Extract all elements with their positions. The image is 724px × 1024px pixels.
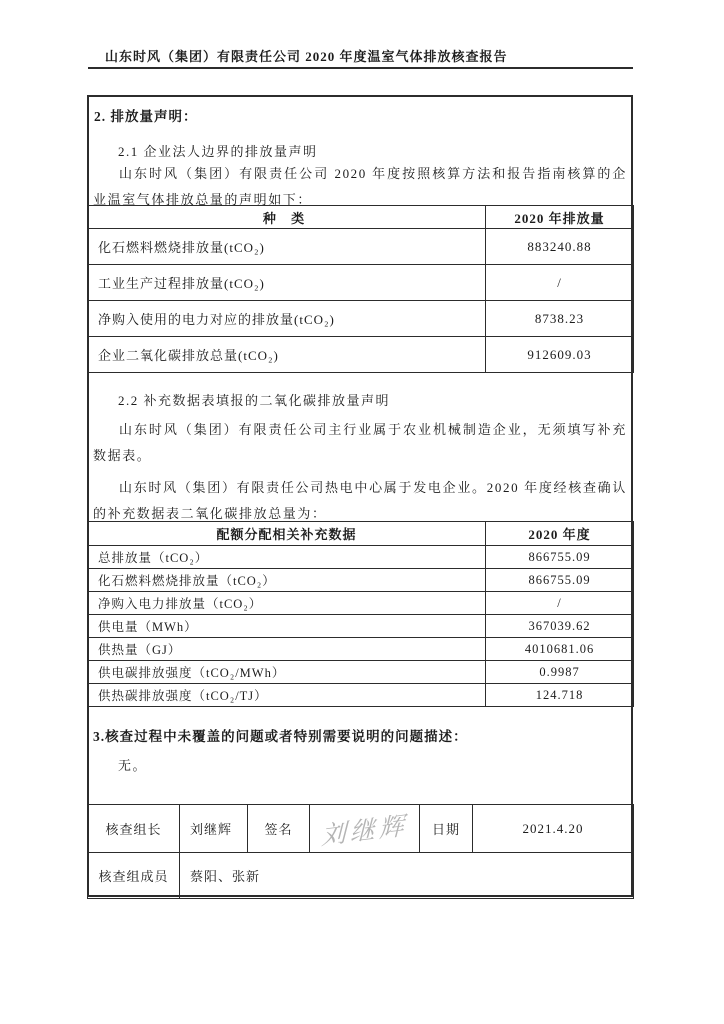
- section2-2-paragraph1: 山东时风（集团）有限责任公司主行业属于农业机械制造企业，无须填写补充数据表。: [93, 422, 627, 463]
- row-label: 供电碳排放强度（tCO₂/MWh）: [88, 661, 486, 684]
- row-label: 净购入电力排放量（tCO₂）: [88, 592, 486, 615]
- table-row: [88, 684, 634, 707]
- section3-content: 无。: [118, 758, 148, 773]
- table-row: [88, 569, 634, 592]
- row-label: 化石燃料燃烧排放量(tCO₂): [88, 229, 486, 265]
- table-row: [88, 546, 634, 569]
- row-value: 367039.62: [486, 615, 634, 638]
- table-header-row: [88, 206, 634, 229]
- section2-2-heading: 2.2 补充数据表填报的二氧化碳排放量声明: [118, 393, 391, 408]
- verification-signoff-table: [87, 804, 634, 899]
- table-row: [88, 265, 634, 301]
- row-value: 866755.09: [486, 546, 634, 569]
- row-value: 883240.88: [486, 229, 634, 265]
- section2-1-paragraph: 山东时风（集团）有限责任公司 2020 年度按照核算方法和报告指南核算的企业温室气体排放总量的声明如下：: [93, 166, 627, 207]
- date-label: 日期: [420, 805, 473, 853]
- page-header-title: 山东时风（集团）有限责任公司 2020 年度温室气体排放核查报告: [105, 49, 508, 64]
- row-value: 0.9987: [486, 661, 634, 684]
- header-rule: [88, 67, 633, 69]
- members-value: 蔡阳、张新: [180, 853, 634, 899]
- row-label: 净购入使用的电力对应的排放量(tCO₂): [88, 301, 486, 337]
- category-column-header: 配额分配相关补充数据: [88, 522, 486, 546]
- leader-label: 核查组长: [88, 805, 180, 853]
- leader-sign-row: [88, 805, 634, 853]
- section2-heading: 2. 排放量声明：: [94, 109, 198, 124]
- row-value: 866755.09: [486, 569, 634, 592]
- section2-2-paragraph2: 山东时风（集团）有限责任公司热电中心属于发电企业。2020 年度经核查确认的补充数据表二氧化碳排放总量为：: [93, 480, 627, 521]
- table-row: [88, 592, 634, 615]
- row-value: 124.718: [486, 684, 634, 707]
- members-row: [88, 853, 634, 899]
- members-label: 核查组成员: [88, 853, 180, 899]
- row-label: 化石燃料燃烧排放量（tCO₂）: [88, 569, 486, 592]
- leader-name: 刘继辉: [180, 805, 248, 853]
- table-row: [88, 638, 634, 661]
- row-label: 供电量（MWh）: [88, 615, 486, 638]
- table-row: [88, 301, 634, 337]
- row-label: 总排放量（tCO₂）: [88, 546, 486, 569]
- row-value: /: [486, 265, 634, 301]
- table-header-row: [88, 522, 634, 546]
- date-value: 2021.4.20: [473, 805, 634, 853]
- row-label: 供热碳排放强度（tCO₂/TJ）: [88, 684, 486, 707]
- row-value: 4010681.06: [486, 638, 634, 661]
- table-row: [88, 661, 634, 684]
- section2-1-heading: 2.1 企业法人边界的排放量声明: [118, 144, 318, 159]
- row-value: 912609.03: [486, 337, 634, 373]
- value-column-header: 2020 年排放量: [486, 206, 634, 229]
- value-column-header: 2020 年度: [486, 522, 634, 546]
- table-row: [88, 337, 634, 373]
- legal-boundary-emissions-table: [87, 205, 634, 373]
- row-value: 8738.23: [486, 301, 634, 337]
- report-body-frame: [87, 95, 633, 897]
- row-label: 工业生产过程排放量(tCO₂): [88, 265, 486, 301]
- supplementary-data-table: [87, 521, 634, 707]
- signature-cell: [310, 805, 420, 853]
- handwritten-signature: 刘继辉: [321, 810, 408, 850]
- table-row: [88, 615, 634, 638]
- row-label: 供热量（GJ）: [88, 638, 486, 661]
- row-value: /: [486, 592, 634, 615]
- category-column-header: 种 类: [88, 206, 486, 229]
- row-label: 企业二氧化碳排放总量(tCO₂): [88, 337, 486, 373]
- section3-heading: 3.核查过程中未覆盖的问题或者特别需要说明的问题描述：: [93, 729, 468, 744]
- sign-label: 签名: [248, 805, 310, 853]
- table-row: [88, 229, 634, 265]
